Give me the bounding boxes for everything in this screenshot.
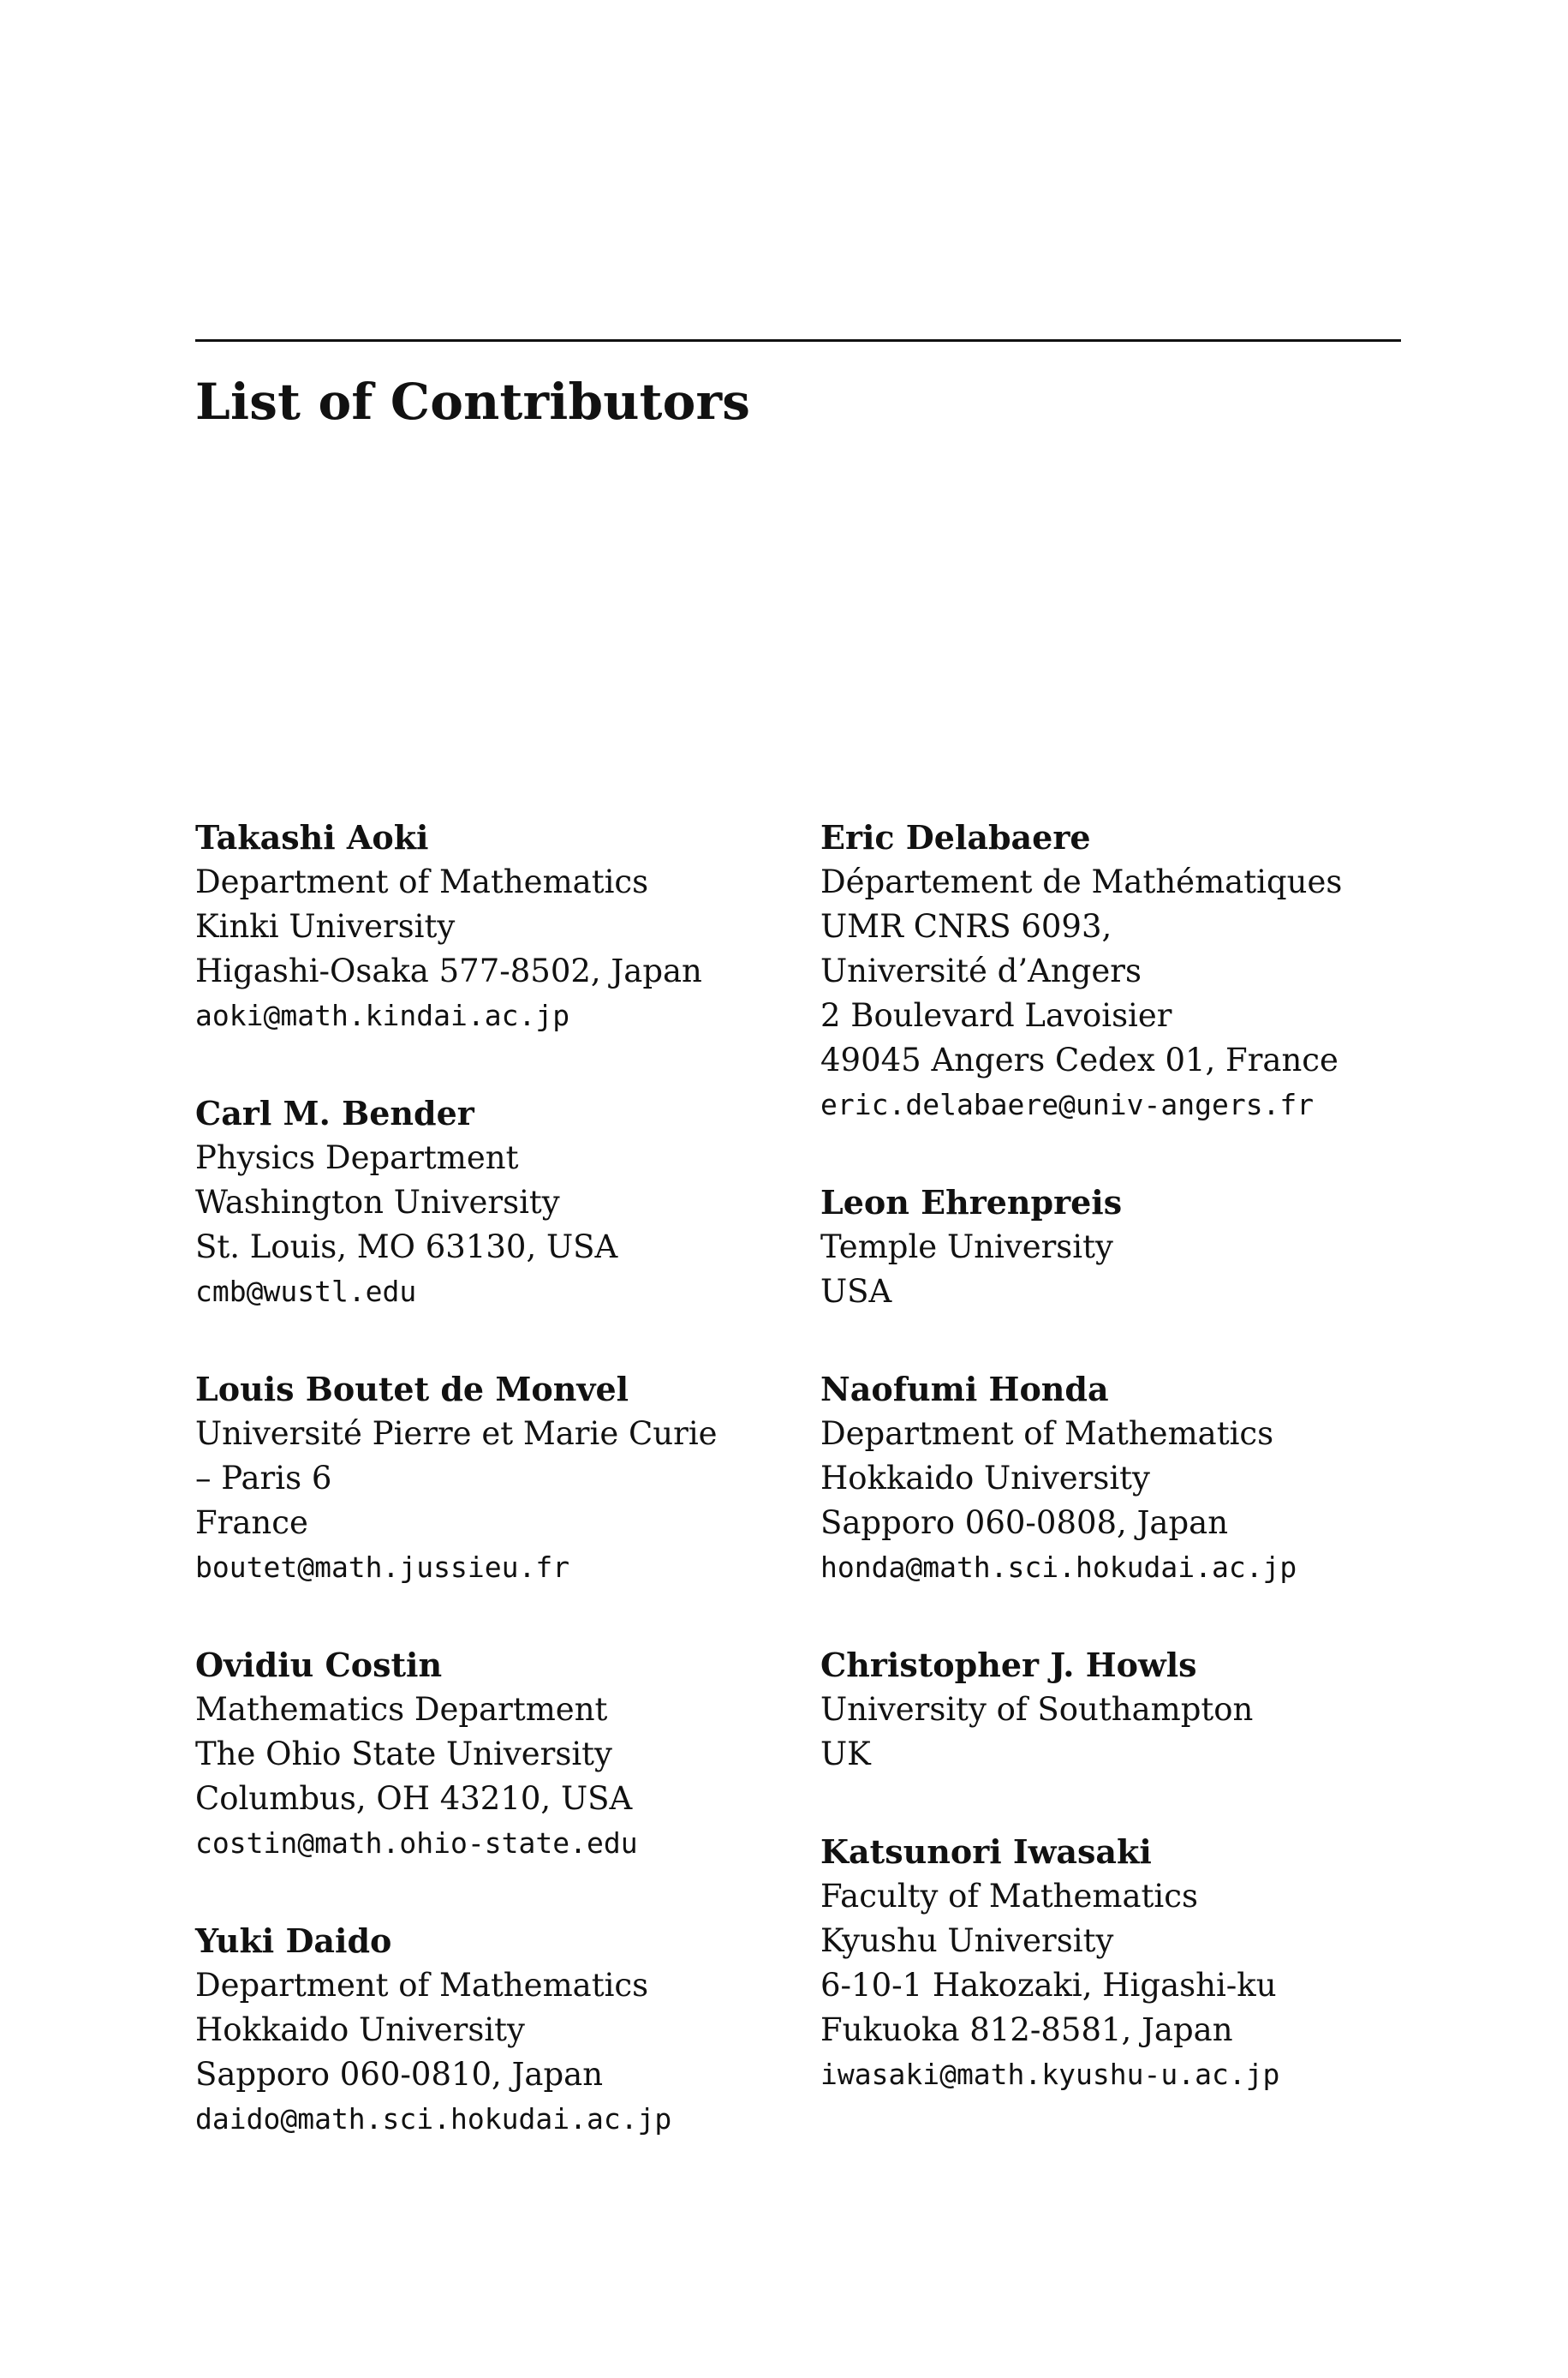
contributor-entry xyxy=(820,1180,1437,1314)
contributor-name: Yuki Daido xyxy=(195,1921,392,1960)
affiliation-line: Temple University xyxy=(820,1228,1113,1265)
contributors-column-left xyxy=(195,816,812,2142)
contributor-email: eric.delabaere@univ-angers.fr xyxy=(820,1088,1315,1121)
contributor-name: Louis Boutet de Monvel xyxy=(195,1370,629,1408)
affiliation-line: Department of Mathematics xyxy=(820,1415,1274,1452)
affiliation-line: Department of Mathematics xyxy=(195,863,649,900)
contributor-entry xyxy=(195,1919,812,2142)
affiliation-line: USA xyxy=(820,1273,892,1310)
contributor-email: honda@math.sci.hokudai.ac.jp xyxy=(820,1550,1297,1584)
affiliation-line: UK xyxy=(820,1736,871,1772)
affiliation-line: Fukuoka 812-8581, Japan xyxy=(820,2011,1233,2048)
contributor-email: daido@math.sci.hokudai.ac.jp xyxy=(195,2102,672,2136)
contributor-entry xyxy=(820,1367,1437,1590)
affiliation-line: Université d’Angers xyxy=(820,953,1142,989)
affiliation-line: St. Louis, MO 63130, USA xyxy=(195,1228,618,1265)
affiliation-line: Hokkaido University xyxy=(820,1460,1150,1497)
contributor-entry xyxy=(820,1643,1437,1777)
affiliation-line: – Paris 6 xyxy=(195,1460,332,1497)
page-title: List of Contributors xyxy=(195,373,751,431)
affiliation-line: Sapporo 060-0810, Japan xyxy=(195,2056,604,2093)
affiliation-line: Kyushu University xyxy=(820,1922,1114,1959)
contributor-entry xyxy=(195,1643,812,1866)
affiliation-line: The Ohio State University xyxy=(195,1736,612,1772)
affiliation-line: Sapporo 060-0808, Japan xyxy=(820,1504,1229,1541)
affiliation-line: Higashi-Osaka 577-8502, Japan xyxy=(195,953,702,989)
contributor-name: Carl M. Bender xyxy=(195,1094,474,1132)
affiliation-line: Department of Mathematics xyxy=(195,1967,649,2004)
affiliation-line: Columbus, OH 43210, USA xyxy=(195,1780,633,1817)
affiliation-line: Département de Mathématiques xyxy=(820,863,1343,900)
affiliation-line: France xyxy=(195,1504,308,1541)
affiliation-line: Kinki University xyxy=(195,908,456,945)
contributor-email: iwasaki@math.kyushu-u.ac.jp xyxy=(820,2058,1280,2091)
contributor-name: Ovidiu Costin xyxy=(195,1646,443,1684)
contributor-entry xyxy=(195,1091,812,1314)
contributor-email: costin@math.ohio-state.edu xyxy=(195,1826,638,1860)
affiliation-line: Faculty of Mathematics xyxy=(820,1878,1198,1915)
contributor-email: cmb@wustl.edu xyxy=(195,1275,417,1308)
contributor-name: Takashi Aoki xyxy=(195,818,429,857)
contributor-entry xyxy=(820,1830,1437,2097)
contributor-name: Leon Ehrenpreis xyxy=(820,1183,1123,1222)
contributor-name: Naofumi Honda xyxy=(820,1370,1109,1408)
affiliation-line: Mathematics Department xyxy=(195,1691,608,1728)
contributor-entry xyxy=(195,816,812,1038)
affiliation-line: 6-10-1 Hakozaki, Higashi-ku xyxy=(820,1967,1277,2004)
affiliation-line: UMR CNRS 6093, xyxy=(820,908,1112,945)
affiliation-line: Physics Department xyxy=(195,1139,519,1176)
contributor-entry xyxy=(195,1367,812,1590)
affiliation-line: Washington University xyxy=(195,1184,560,1221)
contributor-entry xyxy=(820,816,1437,1127)
contributor-name: Christopher J. Howls xyxy=(820,1646,1197,1684)
title-rule xyxy=(195,339,1401,342)
contributor-email: boutet@math.jussieu.fr xyxy=(195,1550,570,1584)
contributor-email: aoki@math.kindai.ac.jp xyxy=(195,999,570,1032)
affiliation-line: 2 Boulevard Lavoisier xyxy=(820,997,1172,1034)
contributors-column-right xyxy=(820,816,1437,2097)
affiliation-line: 49045 Angers Cedex 01, France xyxy=(820,1042,1338,1078)
contributor-name: Katsunori Iwasaki xyxy=(820,1832,1152,1871)
contributor-name: Eric Delabaere xyxy=(820,818,1091,857)
affiliation-line: Hokkaido University xyxy=(195,2011,525,2048)
affiliation-line: University of Southampton xyxy=(820,1691,1254,1728)
affiliation-line: Université Pierre et Marie Curie xyxy=(195,1415,718,1452)
